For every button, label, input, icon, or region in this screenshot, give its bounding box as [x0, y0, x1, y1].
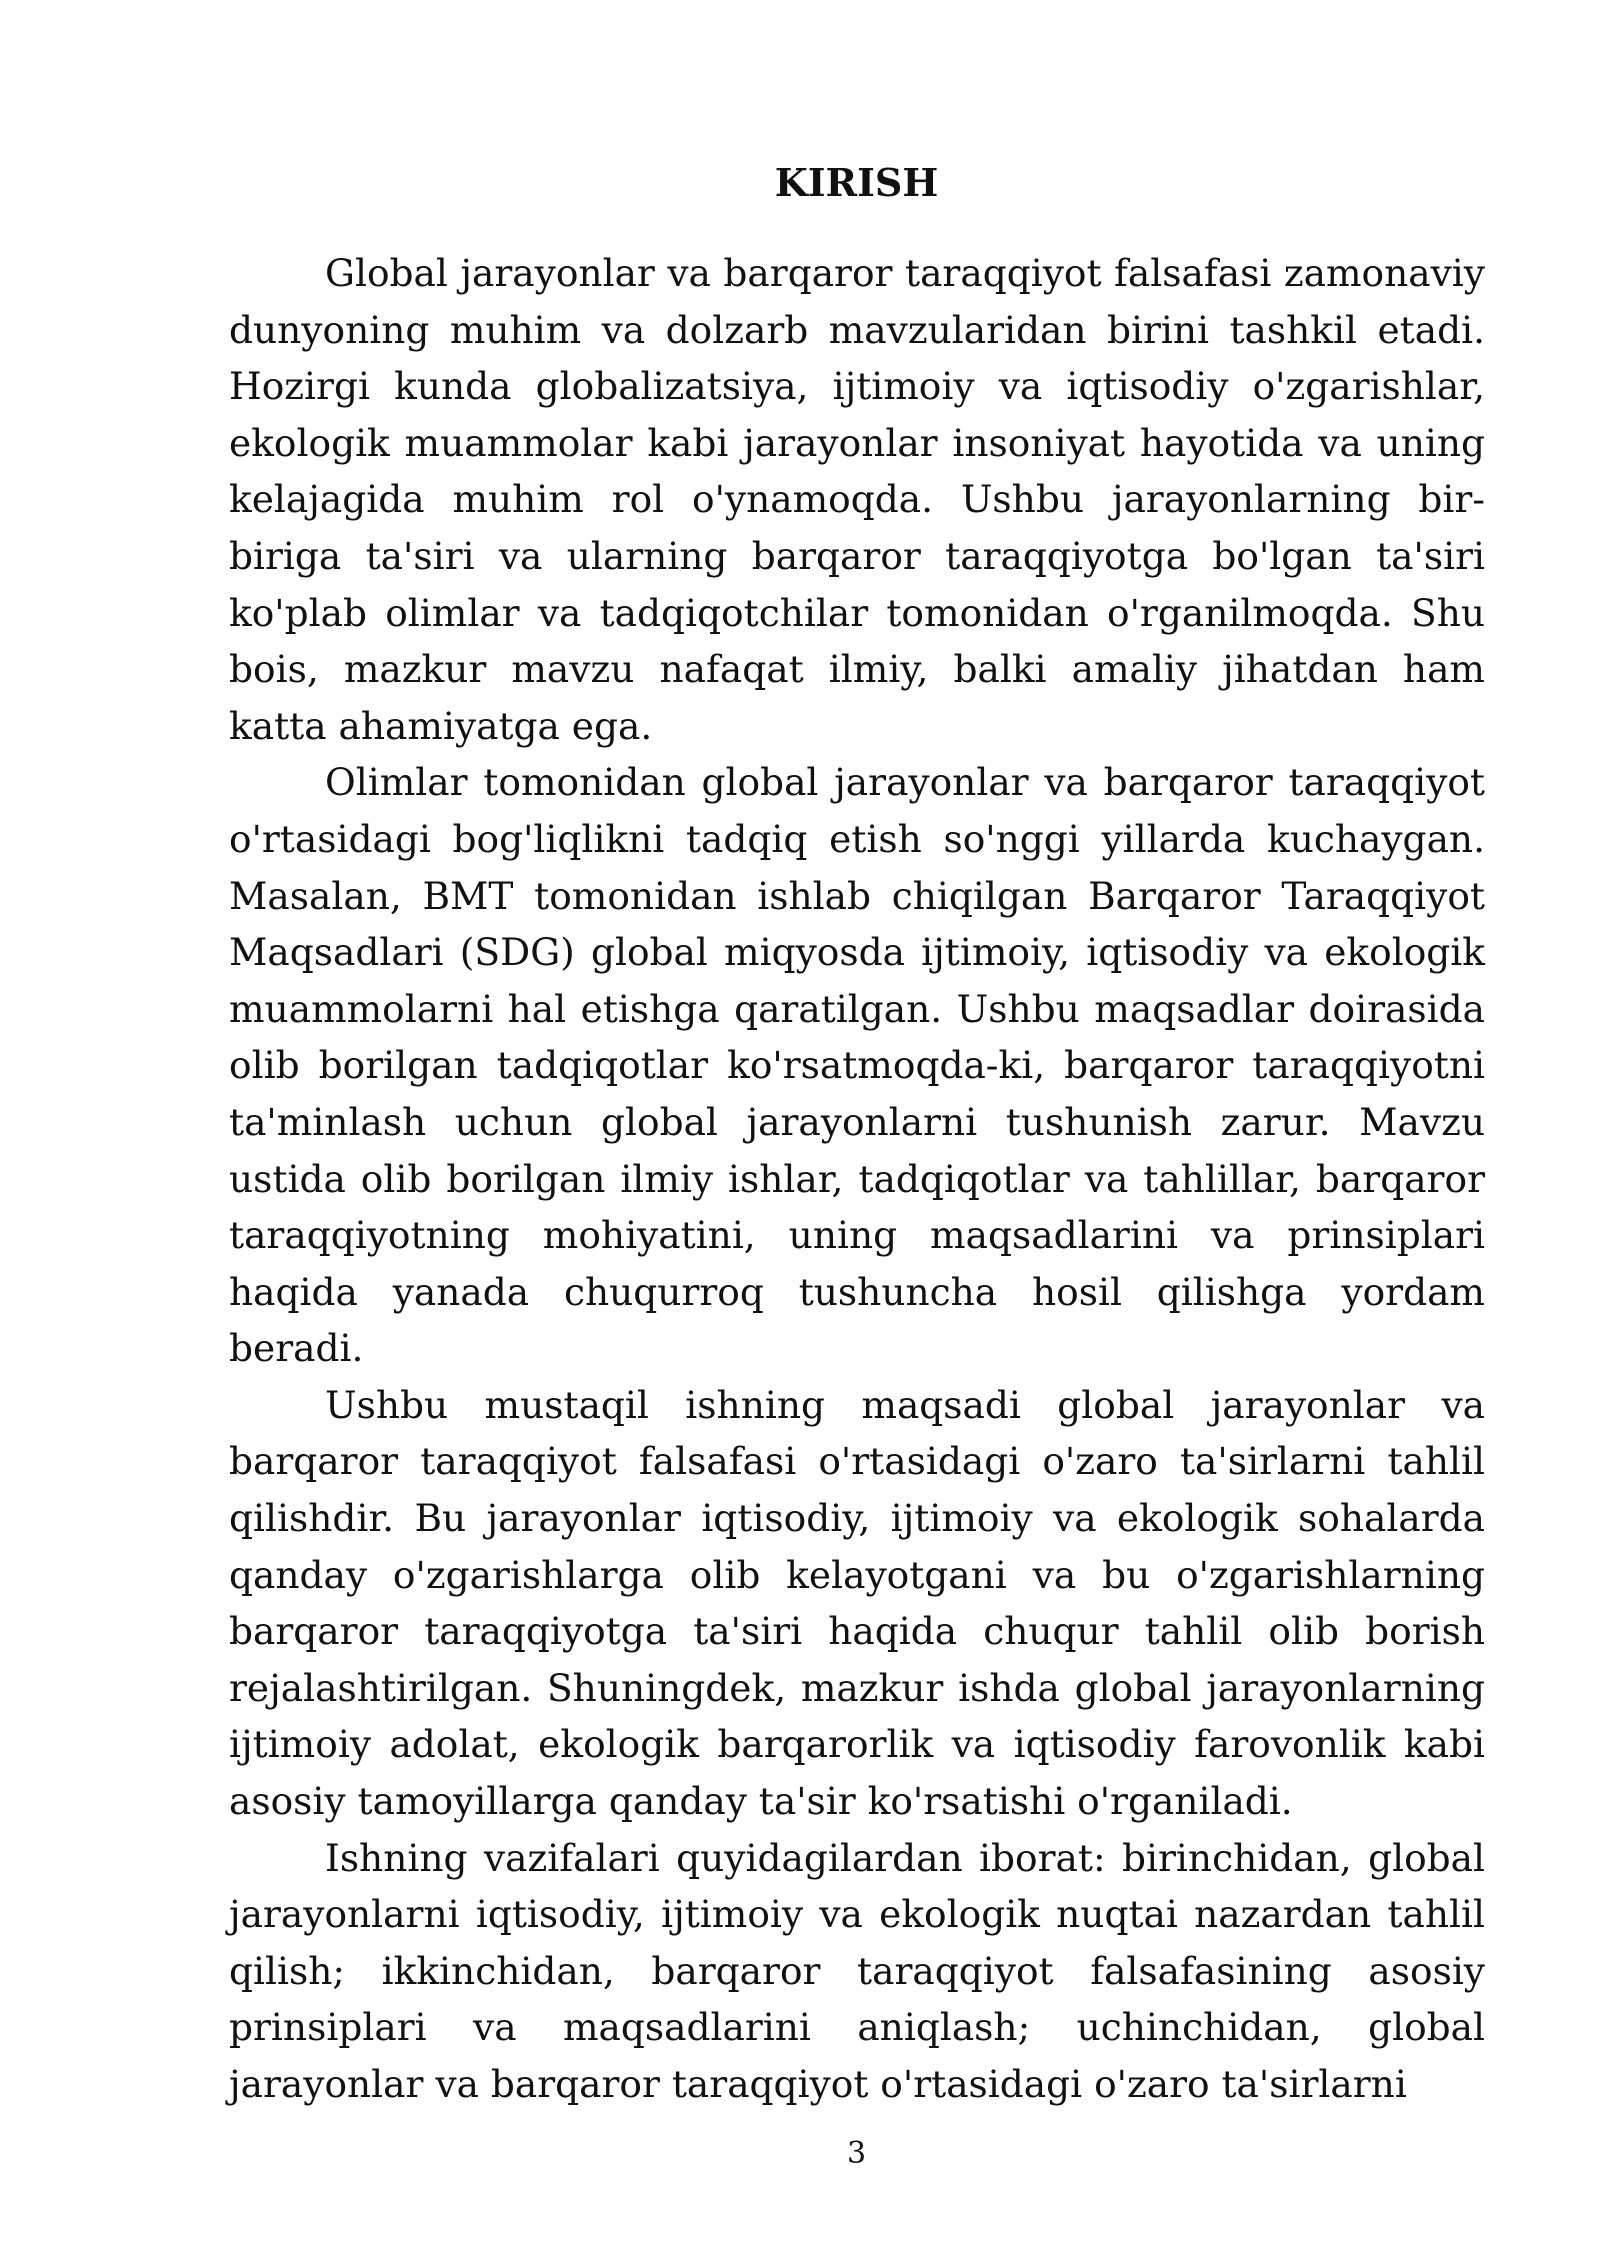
page-number: 3 [846, 2136, 867, 2171]
paragraph-3: Ushbu mustaqil ishning maqsadi global jarayonlar va barqaror taraqqiyot falsafasi o'rtasidagi o'zaro ta'sirlarni tahlil qilishdir. Bu jarayonlar iqtisodiy, ijtimoiy va ekologik sohalarda qanday o'zgarishlarga olib kelayotgani va bu o'zgarishlarning barqaror taraqqiyotga ta'siri haqida chuqur tahlil olib borish rejalashtirilgan. Shuningdek, mazkur ishda global jarayonlarning ijtimoiy adolat, ekologik barqarorlik va iqtisodiy farovonlik kabi asosiy tamoyillarga qanday ta'sir ko'rsatishi o'rganiladi. [229, 1382, 1485, 1824]
page-title: KIRISH [774, 160, 939, 205]
paragraph-2: Olimlar tomonidan global jarayonlar va barqaror taraqqiyot o'rtasidagi bog'liqlikni tadqiq etish so'nggi yillarda kuchaygan. Masalan, BMT tomonidan ishlab chiqilgan Barqaror Taraqqiyot Maqsadlari (SDG) global miqyosda ijtimoiy, iqtisodiy va ekologik muammolarni hal etishga qaratilgan. Ushbu maqsadlar doirasida olib borilgan tadqiqotlar ko'rsatmoqda-ki, barqaror taraqqiyotni ta'minlash uchun global jarayonlarni tushunish zarur. Mavzu ustida olib borilgan ilmiy ishlar, tadqiqotlar va tahlillar, barqaror taraqqiyotning mohiyatini, uning maqsadlarini va prinsiplari haqida yanada chuqurroq tushuncha hosil qilishga yordam beradi. [229, 760, 1485, 1371]
body-text [229, 245, 1485, 2113]
paragraph-4: Ishning vazifalari quyidagilardan iborat: birinchidan, global jarayonlarni iqtisodiy, ijtimoiy va ekologik nuqtai nazardan tahlil qilish; ikkinchidan, barqaror taraqqiyot falsafasining asosiy prinsiplari va maqsadlarini aniqlash; uchinchidan, global jarayonlar va barqaror taraqqiyot o'rtasidagi o'zaro ta'sirlarni [229, 1835, 1485, 2106]
paragraph-1: Global jarayonlar va barqaror taraqqiyot falsafasi zamonaviy dunyoning muhim va dolzarb mavzularidan birini tashkil etadi. Hozirgi kunda globalizatsiya, ijtimoiy va iqtisodiy o'zgarishlar, ekologik muammolar kabi jarayonlar insoniyat hayotida va uning kelajagida muhim rol o'ynamoqda. Ushbu jarayonlarning bir-biriga ta'siri va ularning barqaror taraqqiyotga bo'lgan ta'siri ko'plab olimlar va tadqiqotchilar tomonidan o'rganilmoqda. Shu bois, mazkur mavzu nafaqat ilmiy, balki amaliy jihatdan ham katta ahamiyatga ega. [229, 251, 1485, 748]
